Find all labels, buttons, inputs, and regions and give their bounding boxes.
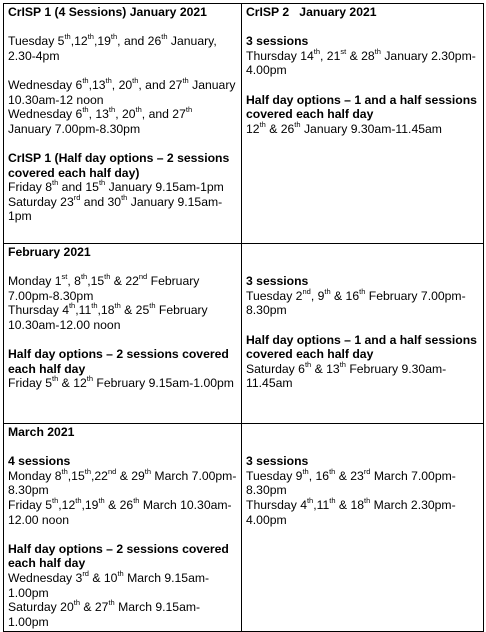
session-text: Thursday 4th,11th,18th & 25th February 10.30am-12.00 noon — [8, 301, 208, 332]
section-heading: Half day options – 1 and a half sessions covered each half day — [246, 332, 477, 362]
session-text: Wednesday 3rd & 10th March 9.15am-1.00pm — [8, 568, 210, 600]
spacer — [246, 20, 479, 35]
session-text: Thursday 14th, 21st & 28th January 2.30pm- 4.00pm — [246, 46, 476, 78]
section-heading: Half day options – 2 sessions covered each half day — [8, 347, 229, 376]
spacer — [8, 440, 237, 455]
section-heading: 4 sessions — [8, 454, 71, 469]
spacer — [8, 136, 237, 151]
spacer — [246, 440, 479, 455]
session-text: Saturday 23rd and 30th January 9.15am-1pm — [8, 192, 223, 224]
spacer — [8, 63, 237, 78]
session-text: Tuesday 2nd, 9th & 16th February 7.00pm-8.30pm — [246, 286, 466, 318]
schedule-cell — [4, 244, 242, 424]
session-text: Tuesday 9th, 16th & 23rd March 7.00pm-8.30pm — [246, 466, 456, 498]
spacer — [246, 260, 479, 275]
session-text: Tuesday 5th,12th,19th, and 26th January, 2.30-4pm — [8, 32, 217, 63]
session-text: Wednesday 6th, 13th, 20th, and 27th January 7.00pm-8.30pm — [8, 105, 193, 136]
section-heading: March 2021 — [8, 425, 75, 439]
spacer — [246, 245, 479, 260]
schedule-cell — [242, 4, 484, 244]
spacer — [8, 527, 237, 542]
schedule-cell — [4, 424, 242, 632]
section-heading: CrISP 1 (4 Sessions) January 2021 — [8, 5, 207, 19]
session-text: Friday 5th,12th,19th & 26th March 10.30am-12.00 noon — [8, 495, 232, 527]
section-heading: 3 sessions — [246, 274, 309, 289]
section-heading: February 2021 — [8, 245, 91, 259]
spacer — [246, 318, 479, 333]
section-heading: CrISP 2 January 2021 — [246, 5, 377, 19]
section-heading: Half day options – 1 and a half sessions covered each half day — [246, 92, 477, 122]
spacer — [246, 425, 479, 440]
session-text: 12th & 26th January 9.30am-11.45am — [246, 119, 442, 136]
session-text: Saturday 20th & 27th March 9.15am-1.00pm — [8, 598, 201, 629]
spacer — [8, 260, 237, 275]
session-text: Monday 1st, 8th,15th & 22nd February 7.00pm-8.30pm — [8, 272, 200, 303]
spacer — [8, 333, 237, 348]
schedule-cell — [242, 244, 484, 424]
session-text: Saturday 6th & 13th February 9.30am-11.45am — [246, 359, 447, 391]
schedule-table — [3, 3, 484, 632]
section-heading: 3 sessions — [246, 34, 309, 49]
section-heading: 3 sessions — [246, 454, 309, 469]
schedule-cell — [242, 424, 484, 632]
table-row — [4, 4, 484, 244]
session-text: Wednesday 6th,13th, 20th, and 27th January 10.30am-12 noon — [8, 75, 236, 107]
table-row — [4, 244, 484, 424]
session-text: Friday 5th & 12th February 9.15am-1.00pm — [8, 374, 234, 391]
spacer — [8, 20, 237, 35]
section-heading: CrISP 1 (Half day options – 2 sessions covered each half day) — [8, 150, 230, 180]
table-row — [4, 424, 484, 632]
session-text: Friday 8th and 15th January 9.15am-1pm — [8, 178, 224, 195]
session-text: Thursday 4th,11th & 18th March 2.30pm-4.00pm — [246, 495, 456, 527]
session-text: Monday 8th,15th,22nd & 29th March 7.00pm-8.30pm — [8, 466, 237, 498]
schedule-cell — [4, 4, 242, 244]
spacer — [246, 78, 479, 93]
section-heading: Half day options – 2 sessions covered each half day — [8, 541, 229, 571]
